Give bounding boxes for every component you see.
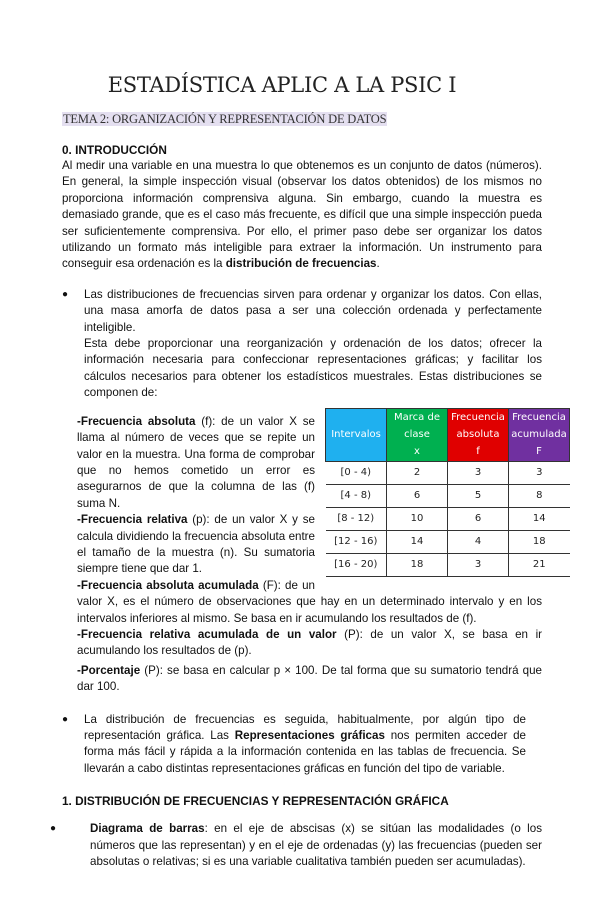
table-row bbox=[326, 553, 570, 576]
bullet-icon: ● bbox=[62, 288, 69, 300]
header-line: acumulada bbox=[511, 429, 567, 441]
table-cell: 5 bbox=[448, 484, 509, 507]
table-cell: [8 - 12) bbox=[326, 507, 387, 530]
def-porcentaje bbox=[77, 663, 542, 696]
table-cell: 18 bbox=[509, 530, 570, 553]
bullet-diagrama-barras bbox=[50, 821, 542, 870]
bullet2-text bbox=[84, 712, 526, 778]
header-line bbox=[326, 443, 386, 460]
table-cell: [16 - 20) bbox=[326, 553, 387, 576]
table-cell: 4 bbox=[448, 530, 509, 553]
def-term: -Porcentaje bbox=[77, 663, 141, 677]
b3-term: Diagrama de barras bbox=[90, 822, 205, 836]
table-row bbox=[326, 530, 570, 553]
table-cell: [12 - 16) bbox=[326, 530, 387, 553]
table-cell: 21 bbox=[509, 553, 570, 576]
def-relativa-acumulada bbox=[77, 627, 542, 660]
table-cell: 14 bbox=[509, 507, 570, 530]
bullet1-line1: Las distribuciones de frecuencias sirven para ordenar y organizar los datos. Con ellas, una masa amorfa de datos pasa a ser una colección ordenada y perfectamente inteligible. bbox=[84, 287, 542, 334]
table-header-cell bbox=[326, 408, 387, 461]
intro-paragraph bbox=[62, 158, 542, 273]
def-text: (f): de un valor X se llama al número de veces que se repite un valor en la muestra. Una forma de comprobar que no hemos cometido un error es asegurarnos de que la columna de las (f) suma N. bbox=[77, 414, 315, 510]
table-header-cell bbox=[448, 408, 509, 461]
def-term: -Frecuencia relativa bbox=[77, 513, 188, 527]
bullet-icon: ● bbox=[50, 823, 57, 835]
bullet-icon: ● bbox=[62, 713, 69, 725]
b3-text: : en el eje de abscisas (x) se sitúan las modalidades (o los números que las representan) y en el eje de ordenadas (y) las frecuencias (pueden ser absolutas o relativas; si es una variable cualitativa también pueden ser acumuladas). bbox=[90, 822, 542, 869]
header-line: absoluta bbox=[456, 429, 500, 441]
def-term: -Frecuencia relativa acumulada de un valor bbox=[77, 627, 337, 641]
header-line: f bbox=[476, 446, 480, 458]
header-line: clase bbox=[404, 429, 430, 441]
definitions bbox=[62, 412, 567, 696]
section1-heading: 1. DISTRIBUCIÓN DE FRECUENCIAS Y REPRESENTACIÓN GRÁFICA bbox=[62, 794, 449, 809]
table-header-row bbox=[326, 408, 570, 461]
intro-text: Al medir una variable en una muestra lo que obtenemos es un conjunto de datos (números). En general, la simple inspección visual (observar los datos obtenidos) de los mismos no proporciona información comprensiva alguna. Sin embargo, cuando la muestra es demasiado grande, que es el caso más frecuente, es difícil que una simple inspección pueda ser suficientemente comprensiva. Por ello, el primer paso debe ser organizar los datos utilizando un formato más inteligible para extraer la información. Un instrumento para conseguir esa ordenación es la bbox=[62, 159, 542, 271]
intro-heading: 0. INTRODUCCIÓN bbox=[62, 143, 167, 157]
table-cell: 6 bbox=[387, 484, 448, 507]
table-cell: 6 bbox=[448, 507, 509, 530]
def-text: (P): de un valor X, se basa en ir acumulando los resultados de (p). bbox=[77, 627, 542, 658]
b2b: Representaciones gráficas bbox=[234, 729, 385, 742]
header-line: Intervalos bbox=[331, 429, 381, 441]
table-cell: 3 bbox=[448, 553, 509, 576]
table-row bbox=[326, 461, 570, 484]
table-cell: 3 bbox=[448, 461, 509, 484]
def-text: (p): de un valor X y se calcula dividiendo la frecuencia absoluta entre el tamaño de la muestra (n). Su sumatoria siempre tiene que dar 1. bbox=[77, 513, 315, 576]
topic-subtitle: TEMA 2: ORGANIZACIÓN Y REPRESENTACIÓN DE DATOS bbox=[63, 112, 387, 126]
bullet-representaciones bbox=[62, 712, 526, 778]
bullet1-line2: Esta debe proporcionar una reorganización y ordenación de los datos; ofrecer la información necesaria para confeccionar representaciones gráficas; y facilitar los cálculos necesarios para obtener los estadísticos muestrales. Estas distribuciones se componen de: bbox=[84, 337, 542, 400]
document-title: ESTADÍSTICA APLIC A LA PSIC I bbox=[107, 73, 457, 97]
table-row bbox=[326, 507, 570, 530]
table-cell: [0 - 4) bbox=[326, 461, 387, 484]
bullet3-text bbox=[90, 821, 542, 870]
header-line: Frecuencia bbox=[451, 412, 505, 424]
table-cell: 14 bbox=[387, 530, 448, 553]
def-frecuencia-absoluta-acumulada bbox=[77, 578, 542, 627]
table-cell: 18 bbox=[387, 553, 448, 576]
table-cell: 2 bbox=[387, 461, 448, 484]
header-line: x bbox=[414, 446, 420, 458]
intro-end: . bbox=[376, 257, 380, 271]
table-header-cell bbox=[387, 408, 448, 461]
def-text: (P): se basa en calcular p × 100. De tal forma que su sumatorio tendrá que dar 100. bbox=[77, 663, 542, 694]
subtitle-line bbox=[62, 111, 542, 128]
header-line: Marca de bbox=[394, 412, 440, 424]
table-cell: 3 bbox=[509, 461, 570, 484]
def-term: -Frecuencia absoluta acumulada bbox=[77, 578, 259, 592]
table-header-cell bbox=[509, 408, 570, 461]
table-cell: 8 bbox=[509, 484, 570, 507]
table-row bbox=[326, 484, 570, 507]
b2c: nos permiten acceder de forma más fácil y rápida a la información contenida en las tablas de frecuencia. Se llevarán a cabo distintas representaciones gráficas en función del tipo de variable. bbox=[84, 729, 526, 775]
header-line bbox=[326, 409, 386, 426]
def-text: (F): de un valor X, es el número de observaciones que hay en un determinado intervalo y en los intervalos inferiores al mismo. Se basa en ir acumulando los resultados de (f). bbox=[77, 578, 542, 625]
intro-bold: distribución de frecuencias bbox=[225, 257, 377, 271]
table-cell: [4 - 8) bbox=[326, 484, 387, 507]
frequency-table bbox=[325, 408, 570, 577]
table-cell: 10 bbox=[387, 507, 448, 530]
header-line: Frecuencia bbox=[512, 412, 566, 424]
bullet-distribuciones bbox=[62, 287, 542, 402]
b2a: La distribución de frecuencias es seguida, habitualmente, por algún tipo de representación gráfica. Las bbox=[84, 712, 526, 742]
def-term: -Frecuencia absoluta bbox=[77, 414, 196, 428]
header-line: F bbox=[536, 446, 542, 458]
